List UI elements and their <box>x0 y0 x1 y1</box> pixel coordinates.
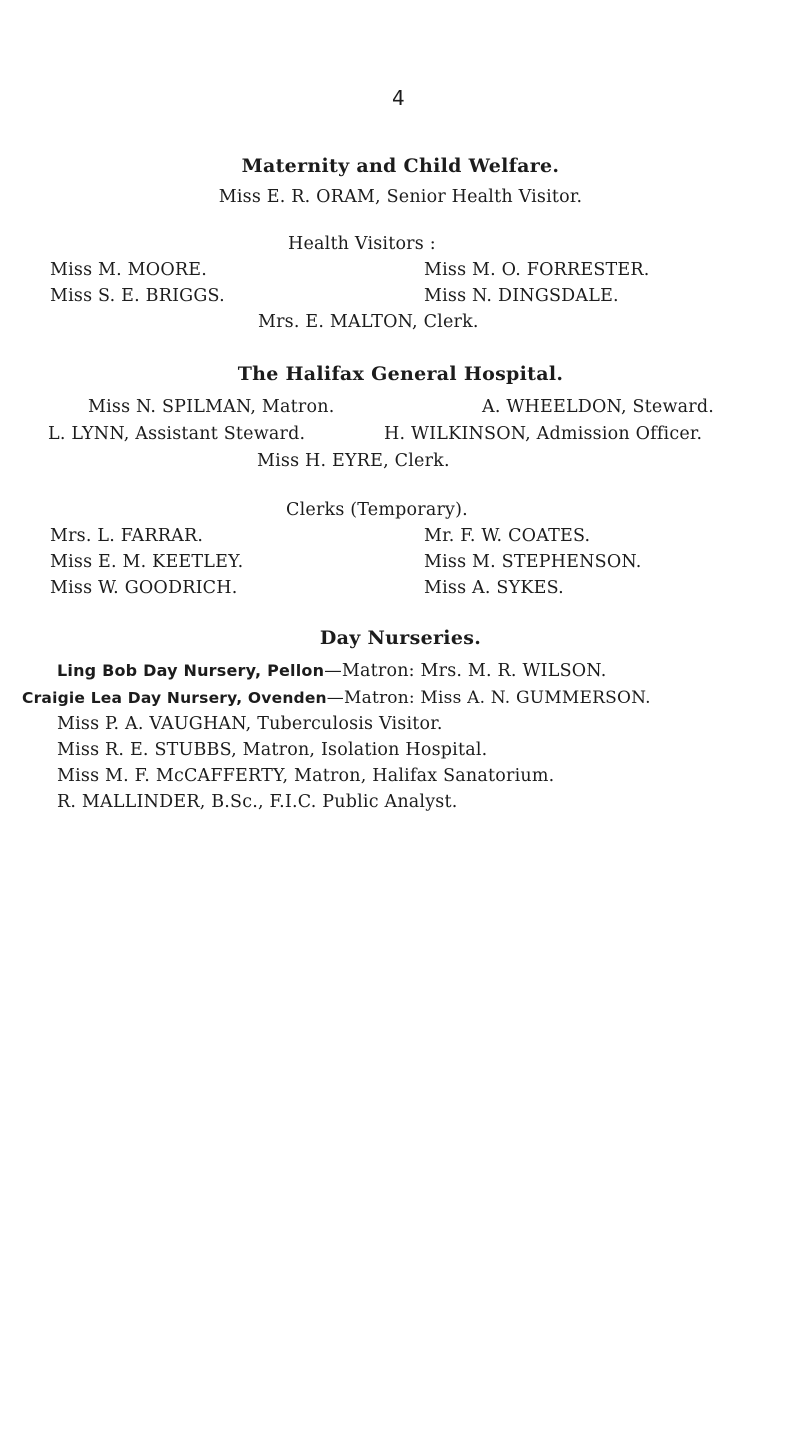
section-heading-nurseries: Day Nurseries. <box>319 627 482 649</box>
temp-clerk-right-2: Miss M. STEPHENSON. <box>424 552 642 572</box>
hospital-admission-officer: H. WILKINSON, Admission Officer. <box>384 424 703 444</box>
temp-clerk-left-2: Miss E. M. KEETLEY. <box>50 552 244 572</box>
senior-health-visitor: Miss E. R. ORAM, Senior Health Visitor. <box>218 187 583 207</box>
temp-clerk-left-1: Mrs. L. FARRAR. <box>50 526 204 546</box>
hospital-clerk: Miss H. EYRE, Clerk. <box>257 451 450 471</box>
section-heading-maternity: Maternity and Child Welfare. <box>241 155 560 177</box>
visitor-left-1: Miss M. MOORE. <box>50 260 208 280</box>
ling-bob-matron: —Matron: Mrs. M. R. WILSON. <box>324 661 607 681</box>
sanatorium-matron: Miss M. F. McCAFFERTY, Matron, Halifax Sanatorium. <box>57 766 555 786</box>
temp-clerk-left-3: Miss W. GOODRICH. <box>50 578 238 598</box>
temporary-clerks-heading: Clerks (Temporary). <box>286 500 468 520</box>
health-visitors-heading: Health Visitors : <box>288 234 436 254</box>
temp-clerk-right-3: Miss A. SYKES. <box>424 578 564 598</box>
section-heading-hospital: The Halifax General Hospital. <box>237 363 564 385</box>
public-analyst: R. MALLINDER, B.Sc., F.I.C. Public Analyst. <box>57 792 458 812</box>
hospital-steward: A. WHEELDON, Steward. <box>482 397 714 417</box>
isolation-hospital-matron: Miss R. E. STUBBS, Matron, Isolation Hospital. <box>57 740 488 760</box>
craigie-lea-label: Craigie Lea Day Nursery, Ovenden <box>22 689 327 707</box>
ling-bob-label: Ling Bob Day Nursery, Pellon <box>57 661 325 680</box>
visitor-right-2: Miss N. DINGSDALE. <box>424 286 619 306</box>
craigie-lea-nursery <box>22 688 651 708</box>
hospital-assistant-steward: L. LYNN, Assistant Steward. <box>48 424 306 444</box>
hospital-matron: Miss N. SPILMAN, Matron. <box>88 397 335 417</box>
tuberculosis-visitor: Miss P. A. VAUGHAN, Tuberculosis Visitor. <box>57 714 443 734</box>
temp-clerk-right-1: Mr. F. W. COATES. <box>424 526 591 546</box>
maternity-clerk: Mrs. E. MALTON, Clerk. <box>258 312 479 332</box>
visitor-left-2: Miss S. E. BRIGGS. <box>50 286 225 306</box>
page-number: 4 <box>392 86 405 110</box>
craigie-lea-matron: —Matron: Miss A. N. GUMMERSON. <box>326 688 651 708</box>
ling-bob-nursery <box>57 661 606 681</box>
visitor-right-1: Miss M. O. FORRESTER. <box>424 260 650 280</box>
